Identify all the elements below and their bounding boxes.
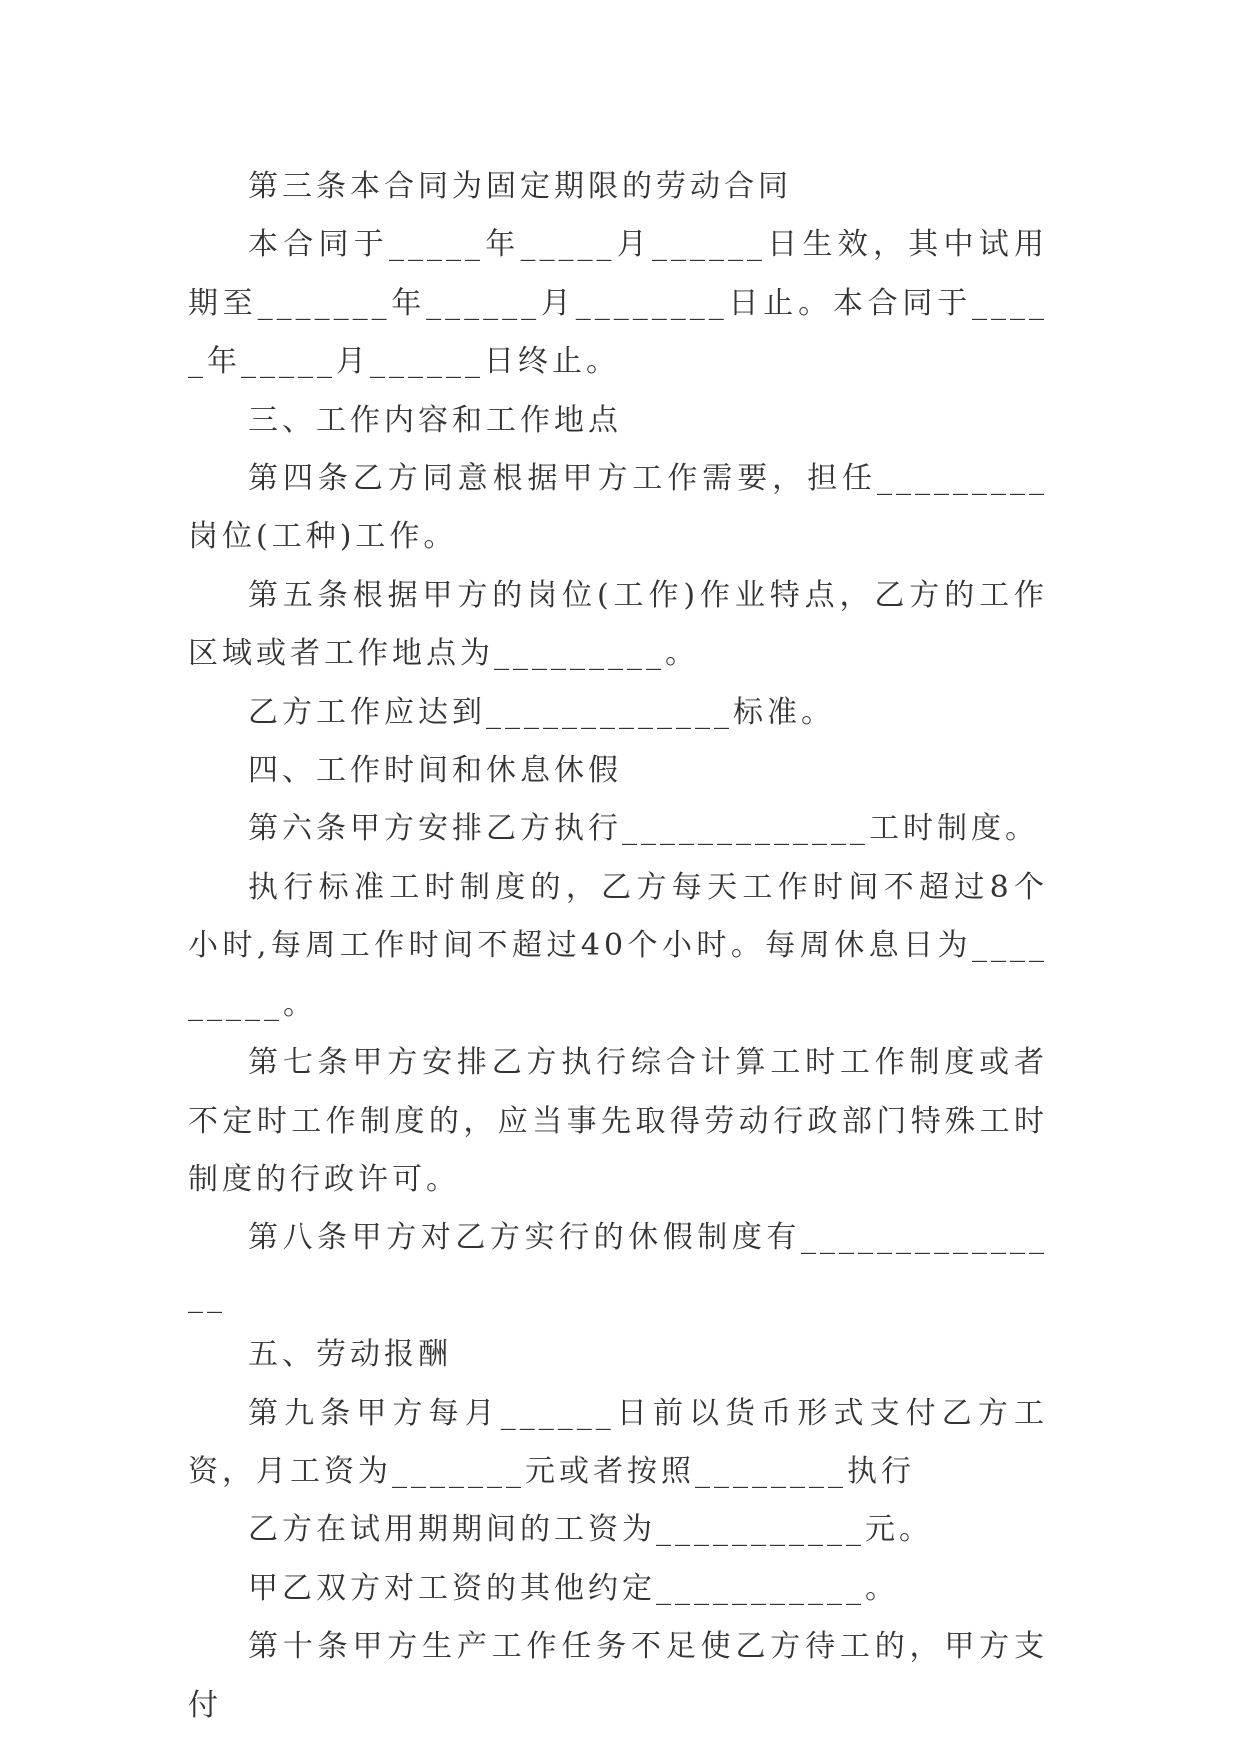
section-heading-work-content: 三、工作内容和工作地点 xyxy=(248,402,622,438)
paragraph-probation-wage: 乙方在试用期期间的工资为___________元。 xyxy=(248,1512,933,1548)
paragraph-article-10: 第十条甲方生产工作任务不足使乙方待工的，甲方支付 xyxy=(188,1629,1048,1723)
paragraph-article-6: 第六条甲方安排乙方执行_____________工时制度。 xyxy=(248,811,1039,847)
section-heading-working-hours: 四、工作时间和休息休假 xyxy=(248,753,622,789)
paragraph-article-3: 第三条本合同为固定期限的劳动合同 xyxy=(248,169,792,204)
document-body xyxy=(188,158,1048,1735)
paragraph-work-standard: 乙方工作应达到_____________标准。 xyxy=(248,694,835,730)
paragraph-contract-term-dates: 本合同于_____年_____月______日生效，其中试用期至_______年______月________日止。本合同于_____年_____月______日终止。 xyxy=(188,227,1048,380)
paragraph-other-wage-terms: 甲乙双方对工资的其他约定___________。 xyxy=(248,1570,899,1606)
paragraph-article-7: 第七条甲方安排乙方执行综合计算工时工作制度或者不定时工作制度的，应当事先取得劳动行政部门特殊工时制度的行政许可。 xyxy=(188,1045,1048,1197)
section-heading-remuneration: 五、劳动报酬 xyxy=(248,1337,452,1373)
paragraph-article-4: 第四条乙方同意根据甲方工作需要，担任_________岗位(工种)工作。 xyxy=(188,461,1048,555)
paragraph-article-5: 第五条根据甲方的岗位(工作)作业特点，乙方的工作区域或者工作地点为_________。 xyxy=(188,577,1048,672)
paragraph-standard-hours: 执行标准工时制度的，乙方每天工作时间不超过8个小时,每周工作时间不超过40个小时。每周休息日为_________。 xyxy=(188,869,1048,1022)
paragraph-article-9: 第九条甲方每月______日前以货币形式支付乙方工资，月工资为_______元或者按照________执行 xyxy=(188,1395,1048,1489)
paragraph-article-8: 第八条甲方对乙方实行的休假制度有_______________ xyxy=(188,1220,1048,1314)
